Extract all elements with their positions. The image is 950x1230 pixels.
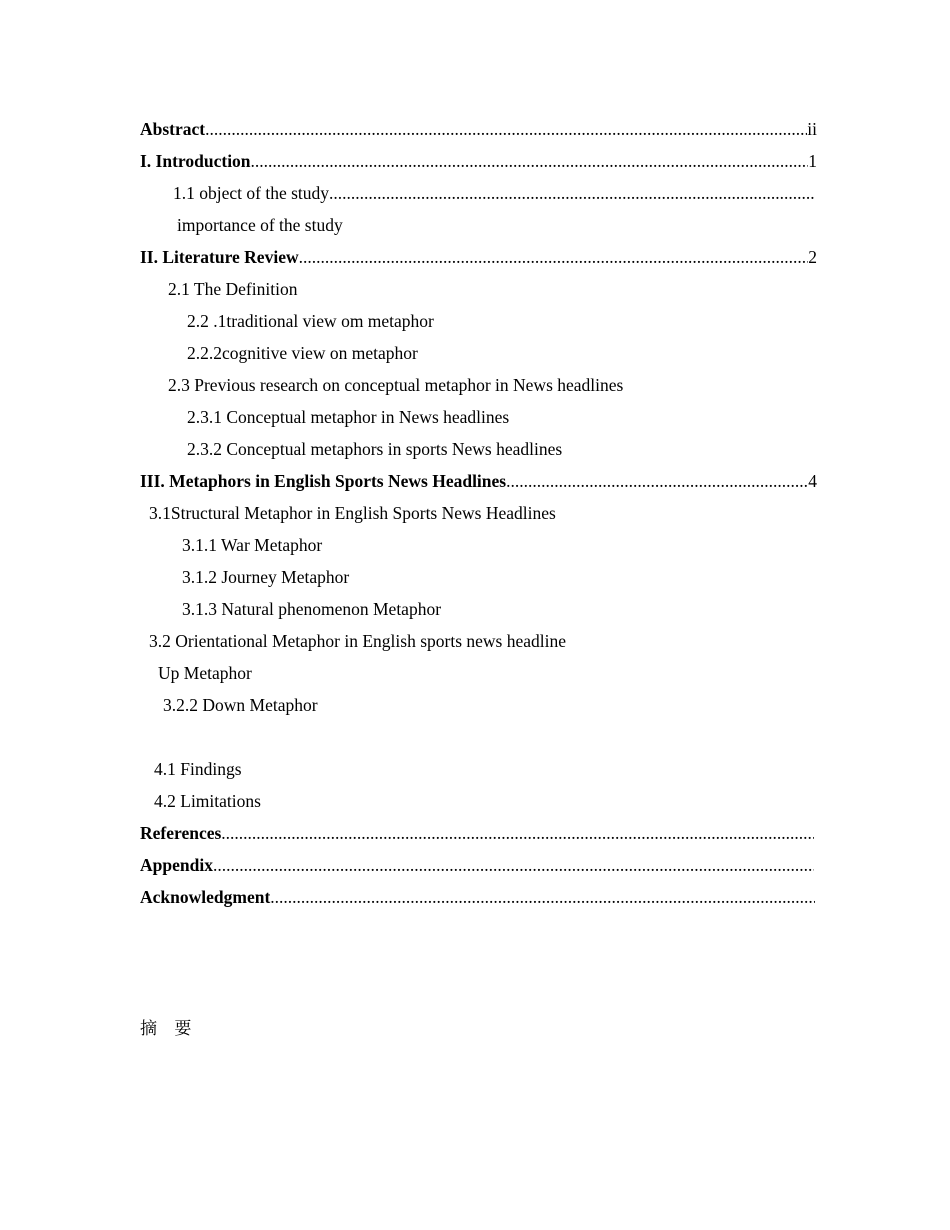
toc-entry-3-1[interactable]: 3.1Structural Metaphor in English Sports News Headlines: [149, 503, 556, 523]
toc-page-number: 4: [808, 471, 817, 491]
toc-title: III. Metaphors in English Sports News Headlines: [140, 471, 507, 491]
toc-entry-1-2[interactable]: importance of the study: [177, 215, 343, 235]
dot-leader: [270, 881, 815, 913]
toc-entry-references[interactable]: [140, 817, 814, 849]
toc-title: II. Literature Review: [140, 247, 299, 267]
toc-title: I. Introduction: [140, 151, 251, 171]
toc-title: Acknowledgment: [140, 887, 271, 907]
toc-page-number: ii: [807, 119, 817, 139]
toc-entry-2-3-2[interactable]: 2.3.2 Conceptual metaphors in sports News headlines: [187, 439, 563, 459]
dot-leader: [299, 241, 809, 273]
toc-entry-introduction[interactable]: [140, 145, 817, 177]
toc-title: Appendix: [140, 855, 213, 875]
dot-leader: [251, 145, 809, 177]
toc-entry-3-2-1[interactable]: Up Metaphor: [158, 663, 252, 683]
toc-entry-3-1-1[interactable]: 3.1.1 War Metaphor: [182, 535, 323, 555]
toc-entry-2-2-2[interactable]: 2.2.2cognitive view on metaphor: [187, 343, 418, 363]
toc-entry-acknowledgment[interactable]: [140, 881, 815, 913]
toc-entry-metaphors[interactable]: [140, 465, 817, 497]
toc-title: 1.1 object of the study: [173, 183, 330, 203]
toc-entry-3-1-2[interactable]: 3.1.2 Journey Metaphor: [182, 567, 350, 587]
toc-entry-2-3-1[interactable]: 2.3.1 Conceptual metaphor in News headlines: [187, 407, 510, 427]
toc-entry-abstract[interactable]: [140, 113, 817, 145]
toc-entry-literature-review[interactable]: [140, 241, 817, 273]
toc-title: References: [140, 823, 222, 843]
dot-leader: [205, 113, 807, 145]
dot-leader: [221, 817, 814, 849]
toc-title: Abstract: [140, 119, 206, 139]
toc-entry-4-2[interactable]: 4.2 Limitations: [154, 791, 261, 811]
toc-entry-3-1-3[interactable]: 3.1.3 Natural phenomenon Metaphor: [182, 599, 442, 619]
chinese-abstract-heading: 摘 要: [140, 1019, 198, 1039]
toc-entry-3-2[interactable]: 3.2 Orientational Metaphor in English sports news headline: [149, 631, 567, 651]
dot-leader: [213, 849, 814, 881]
toc-entry-2-1[interactable]: 2.1 The Definition: [168, 279, 298, 299]
toc-entry-appendix[interactable]: [140, 849, 814, 881]
dot-leader: [506, 465, 808, 497]
toc-entry-1-1[interactable]: [173, 177, 815, 209]
toc-entry-3-2-2[interactable]: 3.2.2 Down Metaphor: [163, 695, 318, 715]
dot-leader: [329, 177, 815, 209]
toc-entry-4-1[interactable]: 4.1 Findings: [154, 759, 242, 779]
toc-entry-2-2-1[interactable]: 2.2 .1traditional view om metaphor: [187, 311, 434, 331]
toc-page-number: 2: [808, 247, 817, 267]
toc-entry-2-3[interactable]: 2.3 Previous research on conceptual metaphor in News headlines: [168, 375, 624, 395]
toc-page-number: 1: [808, 151, 817, 171]
